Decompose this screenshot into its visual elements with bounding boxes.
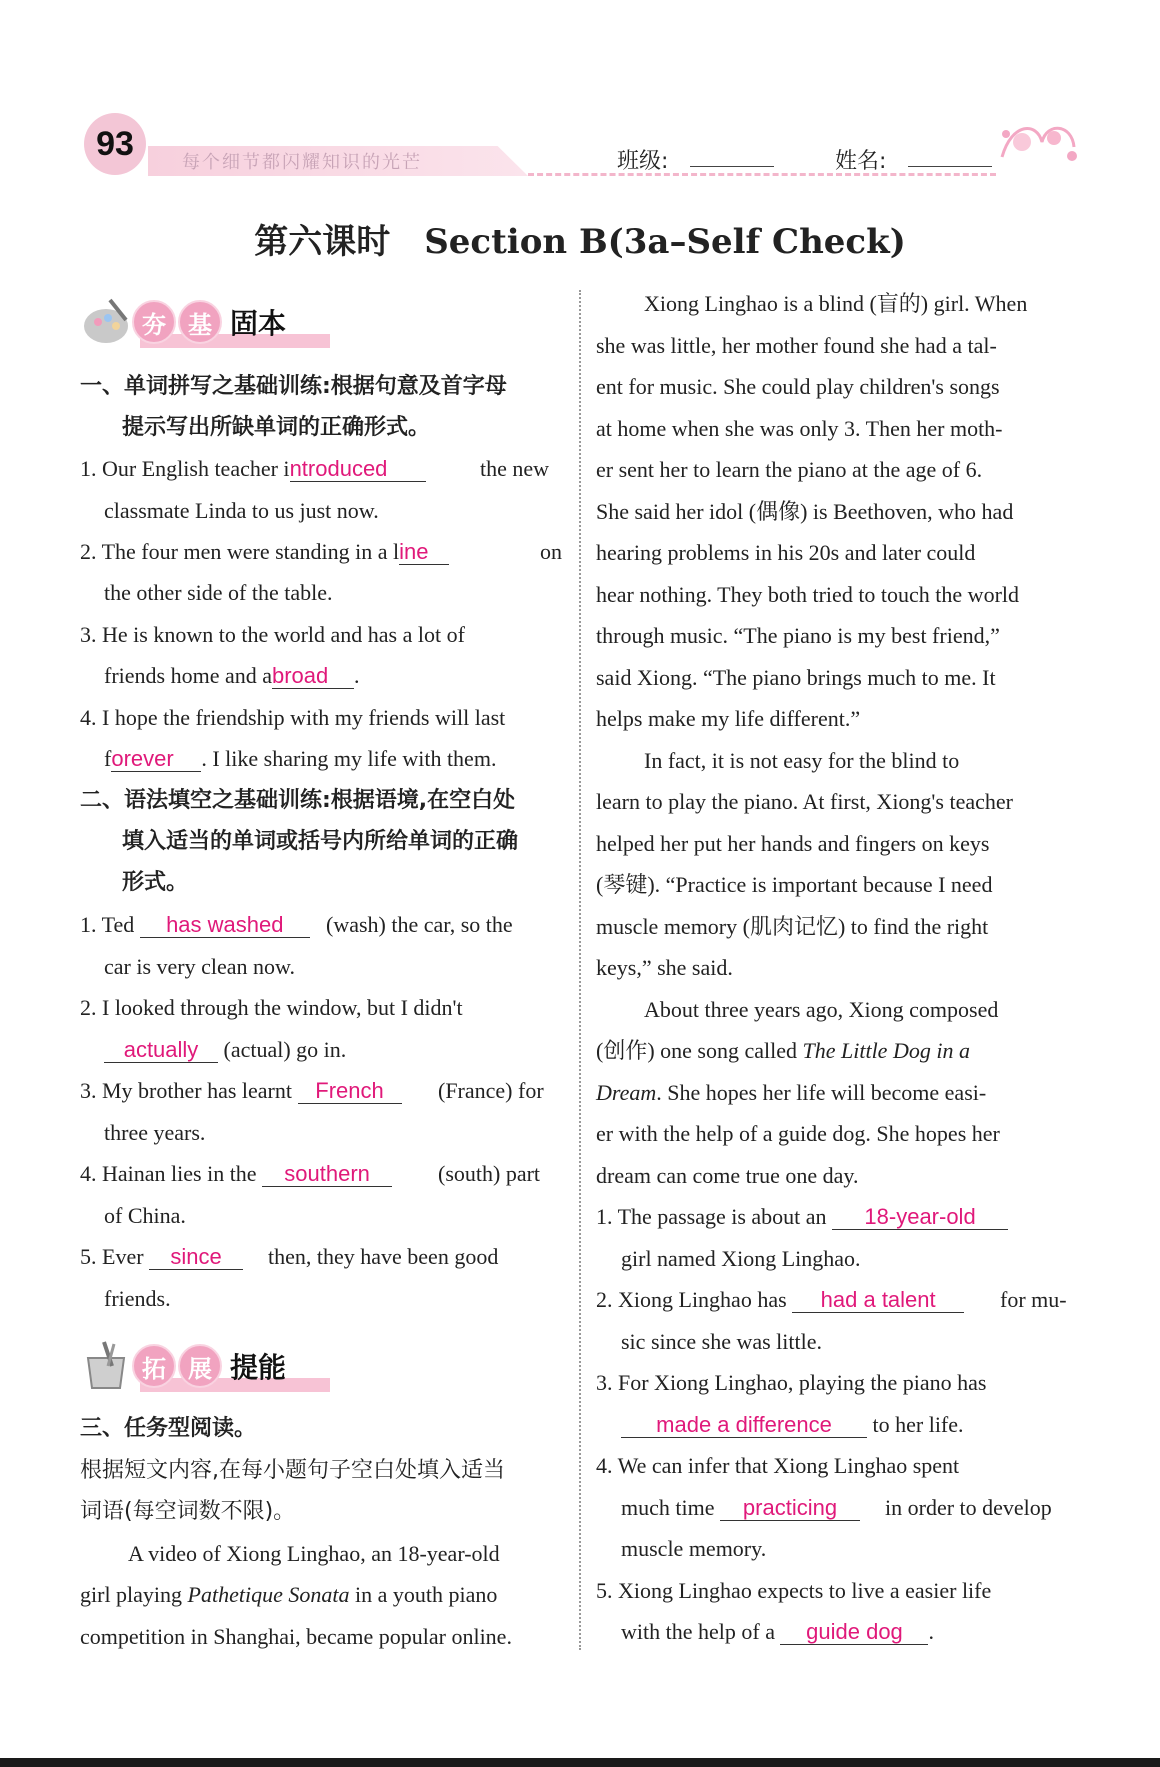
badge-2: 展 — [178, 1344, 222, 1388]
answer-blank[interactable]: 18-year-old — [832, 1205, 1008, 1230]
answer-blank[interactable]: practicing — [720, 1496, 860, 1521]
passage-line: (创作) one song called The Little Dog in a — [596, 1038, 970, 1063]
passage-line: A video of Xiong Linghao, an 18-year-old — [128, 1541, 500, 1566]
part3-heading: 三、任务型阅读。 — [80, 1416, 257, 1441]
floral-ornament-icon — [992, 112, 1084, 172]
passage-line: About three years ago, Xiong composed — [644, 997, 999, 1022]
passage-line: er sent her to learn the piano at the age of 6. — [596, 457, 983, 482]
section-extension — [80, 1340, 286, 1392]
passage-line: Dream. She hopes her life will become easi- — [596, 1080, 987, 1105]
spelling-q1-tail: the new — [480, 456, 550, 481]
reading-q2: 2. Xiong Linghao has had a talent — [596, 1279, 964, 1321]
part3-instruction-line2: 词语(每空词数不限)。 — [80, 1499, 296, 1524]
name-label: 姓名: — [835, 149, 887, 174]
passage-line: through music. “The piano is my best friend,” — [596, 623, 1000, 648]
grammar-q5-tail: then, they have been good — [268, 1244, 499, 1269]
reading-q3-line2: made a difference to her life. — [621, 1404, 964, 1446]
answer-blank[interactable]: since — [149, 1245, 243, 1270]
spelling-q1-line2: classmate Linda to us just now. — [104, 498, 379, 523]
passage-line: girl playing Pathetique Sonata in a youth piano — [80, 1582, 498, 1607]
header-dashed-rule — [528, 173, 996, 176]
answer-blank[interactable]: ntroduced — [290, 457, 426, 482]
passage-line: keys,” she said. — [596, 955, 733, 980]
palette-icon — [80, 296, 132, 348]
spelling-q4-line2: forever . I like sharing my life with them. — [104, 746, 497, 771]
spelling-q2-tail: on — [540, 539, 562, 564]
answer-blank[interactable]: southern — [262, 1162, 392, 1187]
grammar-q2: 2. I looked through the window, but I didn't — [80, 995, 463, 1020]
passage-line: helped her put her hands and fingers on keys — [596, 831, 990, 856]
grammar-q3-line2: three years. — [104, 1120, 206, 1145]
passage-line: Xiong Linghao is a blind (盲的) girl. When — [644, 291, 1028, 316]
lesson-title: 第六课时 Section B(3a–Self Check) — [254, 222, 906, 262]
passage-line: she was little, her mother found she had a tal- — [596, 333, 997, 358]
reading-q3: 3. For Xiong Linghao, playing the piano has — [596, 1370, 987, 1395]
passage-line: said Xiong. “The piano brings much to me. It — [596, 665, 996, 690]
passage-line: helps make my life different.” — [596, 706, 861, 731]
answer-blank[interactable]: had a talent — [792, 1288, 964, 1313]
reading-q4-line2: much time practicing — [621, 1487, 860, 1529]
answer-blank[interactable]: orever — [111, 747, 201, 772]
reading-q2-tail: for mu- — [1000, 1287, 1067, 1312]
spelling-q3-line2: friends home and abroad . — [104, 663, 360, 688]
class-field[interactable] — [690, 166, 774, 167]
badge-1: 拓 — [132, 1344, 176, 1388]
reading-q5: 5. Xiong Linghao expects to live a easier life — [596, 1578, 992, 1603]
spelling-q2: 2. The four men were standing in a line — [80, 531, 449, 573]
reading-q1-line2: girl named Xiong Linghao. — [621, 1246, 861, 1271]
passage-line: She said her idol (偶像) is Beethoven, who had — [596, 499, 1014, 524]
reading-q5-line2: with the help of a guide dog . — [621, 1619, 934, 1644]
section-extension-label: 提能 — [230, 1346, 286, 1386]
grammar-q3: 3. My brother has learnt French — [80, 1070, 402, 1112]
page-number: 93 — [84, 113, 146, 175]
badge-2: 基 — [178, 300, 222, 344]
part1-heading-line1: 一、单词拼写之基础训练:根据句意及首字母 — [80, 374, 507, 399]
passage-line: at home when she was only 3. Then her moth- — [596, 416, 1003, 441]
section-foundation — [80, 296, 286, 348]
part1-heading-line2: 提示写出所缺单词的正确形式。 — [122, 415, 431, 440]
passage-line: er with the help of a guide dog. She hopes her — [596, 1121, 1000, 1146]
passage-line: competition in Shanghai, became popular online. — [80, 1624, 512, 1649]
answer-blank[interactable]: broad — [272, 664, 354, 689]
class-label: 班级: — [617, 149, 669, 174]
part2-heading-line2: 填入适当的单词或括号内所给单词的正确 — [122, 829, 519, 854]
answer-blank[interactable]: made a difference — [621, 1413, 867, 1438]
passage-line: (琴键). “Practice is important because I need — [596, 872, 993, 897]
reading-q2-line2: sic since she was little. — [621, 1329, 823, 1354]
grammar-q4-line2: of China. — [104, 1203, 186, 1228]
grammar-q4: 4. Hainan lies in the southern — [80, 1153, 392, 1195]
passage-line: learn to play the piano. At first, Xiong's teacher — [596, 789, 1013, 814]
answer-blank[interactable]: French — [298, 1079, 402, 1104]
reading-q4-tail: in order to develop — [885, 1495, 1052, 1520]
part3-instruction-line1: 根据短文内容,在每小题句子空白处填入适当 — [80, 1458, 505, 1483]
passage-line: In fact, it is not easy for the blind to — [644, 748, 960, 773]
grammar-q3-tail: (France) for — [438, 1078, 544, 1103]
grammar-q1-tail: (wash) the car, so the — [326, 912, 513, 937]
grammar-q5-line2: friends. — [104, 1286, 171, 1311]
passage-line: muscle memory (肌肉记忆) to find the right — [596, 914, 989, 939]
grammar-q4-tail: (south) part — [438, 1161, 541, 1186]
reading-q4-line3: muscle memory. — [621, 1536, 767, 1561]
paint-bucket-icon — [80, 1340, 132, 1392]
answer-blank[interactable]: guide dog — [780, 1620, 928, 1645]
spelling-q3: 3. He is known to the world and has a lot of — [80, 622, 465, 647]
grammar-q2-line2: actually (actual) go in. — [104, 1029, 346, 1071]
section-foundation-label: 固本 — [230, 302, 286, 342]
header-slogan: 每个细节都闪耀知识的光芒 — [182, 152, 422, 173]
answer-blank[interactable]: actually — [104, 1038, 218, 1063]
spelling-q1: 1. Our English teacher introduced — [80, 448, 426, 490]
grammar-q1-line2: car is very clean now. — [104, 954, 295, 979]
answer-blank[interactable]: ine — [399, 540, 449, 565]
badge-1: 夯 — [132, 300, 176, 344]
answer-blank[interactable]: has washed — [140, 913, 310, 938]
passage-line: dream can come true one day. — [596, 1163, 859, 1188]
name-field[interactable] — [908, 166, 992, 167]
part2-heading-line1: 二、语法填空之基础训练:根据语境,在空白处 — [80, 788, 516, 813]
part2-heading-line3: 形式。 — [122, 870, 189, 895]
column-divider — [579, 290, 581, 1650]
passage-line: ent for music. She could play children's songs — [596, 374, 1000, 399]
reading-q1: 1. The passage is about an 18-year-old — [596, 1196, 1008, 1238]
spelling-q2-line2: the other side of the table. — [104, 580, 333, 605]
grammar-q1: 1. Ted has washed — [80, 904, 310, 946]
grammar-q5: 5. Ever since — [80, 1236, 243, 1278]
spelling-q4: 4. I hope the friendship with my friends will last — [80, 705, 506, 730]
bottom-edge-bar — [0, 1758, 1160, 1767]
passage-line: hearing problems in his 20s and later could — [596, 540, 976, 565]
reading-q4: 4. We can infer that Xiong Linghao spent — [596, 1453, 960, 1478]
passage-line: hear nothing. They both tried to touch the world — [596, 582, 1020, 607]
